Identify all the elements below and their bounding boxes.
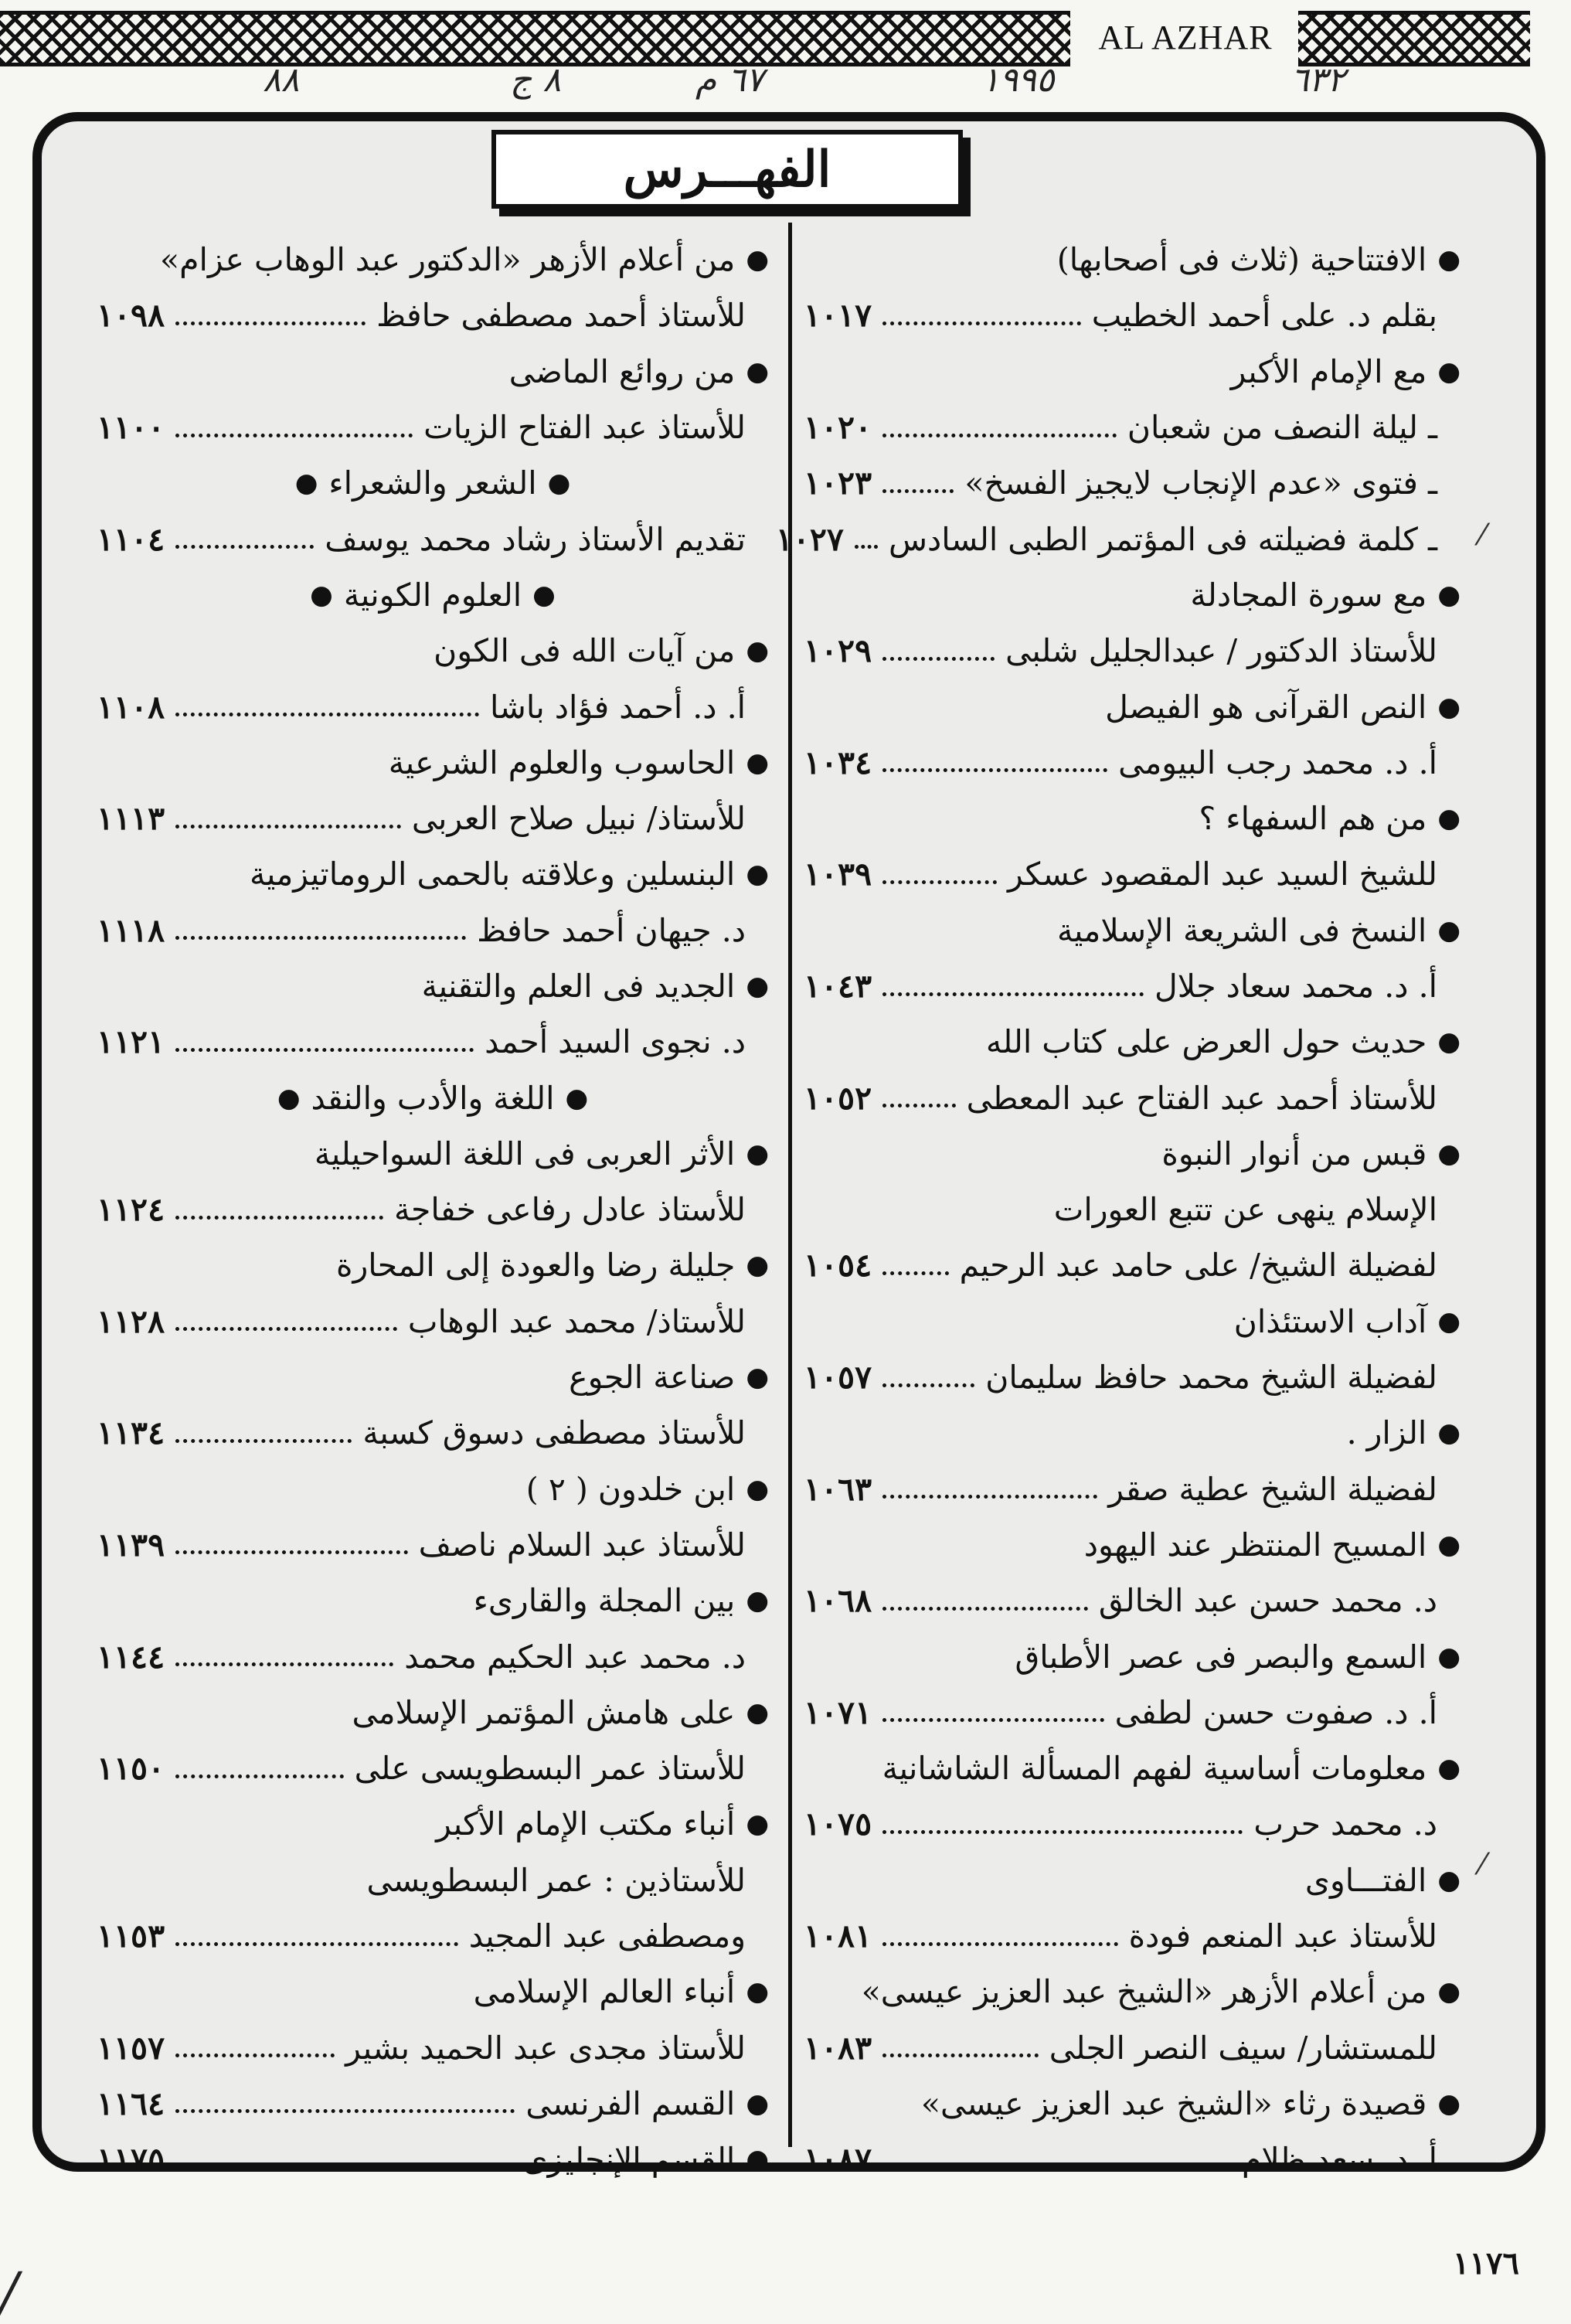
dot-leader — [882, 880, 997, 884]
toc-heading — [97, 623, 769, 679]
toc-heading — [804, 1628, 1460, 1684]
author-line: لفضيلة الشيخ/ على حامد عبد الرحيم — [959, 1247, 1437, 1284]
toc-entry — [97, 1908, 769, 1964]
dot-leader — [175, 322, 366, 325]
author-line: القسم الفرنسى — [525, 2084, 736, 2122]
margin-tick-mark: ⁄ — [1480, 1847, 1485, 1881]
bullet-icon: ● — [746, 859, 769, 890]
dot-leader — [882, 1607, 1088, 1611]
toc-heading — [97, 1685, 769, 1740]
bullet-icon: ● — [746, 2088, 769, 2119]
dot-leader — [175, 713, 479, 716]
author-line: ومصطفى عبد المجيد — [468, 1917, 746, 1955]
page-number: ١٠٥٢ — [804, 1079, 872, 1117]
author-line: بقلم د. على أحمد الخطيب — [1091, 297, 1437, 335]
toc-heading — [804, 903, 1460, 958]
dot-leader — [175, 1774, 344, 1778]
article-title: من هم السفهاء ؟ — [1199, 800, 1427, 838]
author-line: للأستاذ أحمد مصطفى حافظ — [376, 297, 746, 335]
author-line: للأستاذ مجدى عبد الحميد بشير — [345, 2029, 746, 2067]
author-line: ـ ليلة النصف من شعبان — [1127, 409, 1437, 447]
page-number: ١٠٦٣ — [804, 1470, 872, 1508]
page-number: ١٠٧١ — [804, 1693, 872, 1731]
bullet-icon: ● — [1437, 1976, 1460, 2008]
article-title: النسخ فى الشريعة الإسلامية — [1057, 911, 1427, 949]
bullet-icon: ● — [1437, 914, 1460, 946]
toc-heading — [97, 846, 769, 902]
page-number: ١٠٢٠ — [804, 409, 872, 447]
ornamental-border-right — [1298, 11, 1530, 66]
bullet-icon: ● — [1437, 1753, 1460, 1785]
bullet-icon: ● — [746, 1362, 769, 1393]
toc-heading — [804, 791, 1460, 846]
page-number: ١٠٣٩ — [804, 856, 872, 893]
page-number: ١١٤٤ — [97, 1638, 165, 1676]
article-title: قبس من أنوار النبوة — [1161, 1135, 1427, 1172]
dot-leader — [882, 1104, 956, 1108]
author-line: د. نجوى السيد أحمد — [485, 1023, 746, 1061]
page-number: ١٠٥٧ — [804, 1359, 872, 1397]
dot-leader — [175, 2053, 335, 2057]
section-title: اللغة والأدب والنقد — [311, 1079, 555, 1117]
dot-leader — [882, 489, 954, 493]
dot-leader — [882, 1271, 949, 1275]
author-line: أ. د. صفوت حسن لطفى — [1114, 1693, 1437, 1731]
handwritten-note: ٦٣٢ — [1290, 60, 1345, 100]
toc-heading — [804, 1964, 1460, 2019]
dot-leader — [882, 2053, 1039, 2057]
bullet-icon: ● — [294, 468, 318, 499]
bullet-icon: ● — [532, 579, 556, 611]
author-line: أ. د. سعد ظلام — [1242, 2141, 1437, 2179]
article-title: مع سورة المجادلة — [1190, 576, 1427, 614]
article-title: الزار . — [1346, 1414, 1427, 1452]
dot-leader — [882, 1495, 1097, 1499]
dot-leader — [175, 1327, 397, 1331]
bullet-icon: ● — [746, 971, 769, 1002]
author-line: للأستاذ الدكتور / عبدالجليل شلبى — [1005, 632, 1437, 670]
article-title: حديث حول العرض على كتاب الله — [985, 1023, 1427, 1061]
toc-entry_bullet — [97, 2076, 769, 2132]
toc-entry_bullet — [97, 2132, 769, 2187]
toc-entry — [804, 1908, 1460, 1964]
page-number: ١١٠٨ — [97, 688, 165, 726]
page-number: ١١٥٣ — [97, 1917, 165, 1955]
toc-heading — [97, 232, 769, 288]
bullet-icon: ● — [1437, 1138, 1460, 1169]
toc-heading — [97, 958, 769, 1014]
author-line: لفضيلة الشيخ عطية صقر — [1108, 1470, 1437, 1508]
article-title: ابن خلدون ( ٢ ) — [525, 1470, 736, 1508]
page-number: ١٠٤٣ — [804, 968, 872, 1005]
dot-leader — [882, 1718, 1104, 1722]
dot-leader — [882, 992, 1144, 996]
toc-entry — [97, 288, 769, 343]
bullet-icon: ● — [310, 579, 333, 611]
toc-heading — [97, 1461, 769, 1517]
toc-heading — [97, 1237, 769, 1293]
page-number: ١١١٨ — [97, 911, 165, 949]
bullet-icon: ● — [746, 1250, 769, 1281]
toc-plain — [804, 1182, 1460, 1237]
toc-entry — [804, 400, 1460, 455]
page-number: ١٠٣٤ — [804, 743, 872, 781]
dot-leader — [175, 1439, 352, 1443]
toc-entry — [804, 1349, 1460, 1405]
author-line: للأستاذين : عمر البسطويسى — [366, 1861, 746, 1899]
toc-heading — [804, 1294, 1460, 1349]
toc-entry — [97, 511, 769, 567]
author-line: للمستشار/ سيف النصر الجلى — [1049, 2029, 1437, 2067]
article-title: الحاسوب والعلوم الشرعية — [388, 743, 736, 781]
toc-entry — [97, 1517, 769, 1573]
article-title: من آيات الله فى الكون — [434, 632, 736, 670]
author-line: د. محمد حسن عبد الخالق — [1098, 1582, 1437, 1620]
dot-leader — [882, 434, 1117, 437]
page-number: ١٠٢٧ — [775, 520, 844, 558]
toc-entry — [804, 735, 1460, 791]
article-title: أنباء العالم الإسلامى — [473, 1973, 736, 2011]
bullet-icon: ● — [565, 1082, 589, 1114]
author-line: د. محمد عبد الحكيم محمد — [404, 1638, 746, 1676]
article-title: النص القرآنى هو الفيصل — [1105, 688, 1427, 726]
footer-page-number: ١١٧٦ — [1453, 2245, 1519, 2281]
dot-leader — [175, 434, 413, 437]
toc-plain — [97, 1853, 769, 1908]
dot-leader — [855, 545, 878, 549]
toc-entry — [804, 1070, 1460, 1125]
toc-entry — [804, 1461, 1460, 1517]
bullet-icon: ● — [746, 1473, 769, 1505]
toc-heading — [804, 344, 1460, 400]
article-title: الافتتاحية (ثلاث فى أصحابها) — [1056, 241, 1427, 279]
author-line: القسم الإنجليزى — [522, 2141, 736, 2179]
toc-entry — [804, 1573, 1460, 1628]
section-title: العلوم الكونية — [343, 576, 522, 614]
column-divider — [788, 223, 792, 2147]
author-line: للأستاذ/ محمد عبد الوهاب — [407, 1302, 746, 1340]
toc-heading — [97, 344, 769, 400]
bullet-icon: ● — [746, 1696, 769, 1728]
dot-leader — [175, 825, 401, 829]
article-title: صناعة الجوع — [569, 1359, 736, 1397]
bullet-icon: ● — [746, 747, 769, 778]
bullet-icon: ● — [746, 2144, 769, 2176]
bullet-icon: ● — [746, 1976, 769, 2008]
dot-leader — [175, 1942, 458, 1946]
toc-entry — [97, 400, 769, 455]
toc-entry — [97, 903, 769, 958]
article-title: البنسلين وعلاقته بالحمى الروماتيزمية — [249, 856, 736, 893]
dot-leader — [175, 2109, 515, 2113]
toc-heading — [804, 679, 1460, 734]
toc-entry — [97, 1628, 769, 1684]
handwritten-note: ٨ ج — [510, 60, 562, 100]
bullet-icon: ● — [1437, 2088, 1460, 2119]
author-line: أ. د. محمد رجب البيومى — [1118, 743, 1437, 781]
article-title: من أعلام الأزهر «الشيخ عبد العزيز عيسى» — [861, 1973, 1427, 2011]
author-line: تقديم الأستاذ رشاد محمد يوسف — [325, 520, 746, 558]
ornamental-border-left — [0, 11, 1070, 66]
toc-entry — [97, 1294, 769, 1349]
toc-entry — [97, 1182, 769, 1237]
author-line: لفضيلة الشيخ محمد حافظ سليمان — [985, 1359, 1437, 1397]
bullet-icon: ● — [1437, 1026, 1460, 1058]
author-line: الإسلام ينهى عن تتبع العورات — [1053, 1191, 1437, 1229]
article-title: الأثر العربى فى اللغة السواحيلية — [314, 1135, 736, 1172]
author-line: للأستاذ عمر البسطويسى على — [354, 1750, 746, 1788]
dot-leader — [175, 936, 466, 940]
article-title: الجديد فى العلم والتقنية — [421, 968, 736, 1005]
toc-heading — [804, 567, 1460, 623]
bullet-icon: ● — [1437, 244, 1460, 276]
bullet-icon: ● — [746, 1809, 769, 1840]
toc-heading — [804, 1740, 1460, 1796]
author-line: للأستاذ عادل رفاعى خفاجة — [394, 1191, 746, 1229]
dot-leader — [882, 2166, 1231, 2169]
article-title: السمع والبصر فى عصر الأطباق — [1015, 1638, 1427, 1676]
toc-entry — [804, 1685, 1460, 1740]
toc-entry — [97, 1405, 769, 1461]
author-line: للأستاذ عبد السلام ناصف — [418, 1526, 746, 1564]
toc-entry — [775, 511, 1460, 567]
toc-heading — [804, 1517, 1460, 1573]
dot-leader — [882, 1830, 1243, 1834]
toc-heading — [804, 1126, 1460, 1182]
author-line: ـ كلمة فضيلته فى المؤتمر الطبى السادس — [888, 520, 1437, 558]
article-title: على هامش المؤتمر الإسلامى — [352, 1693, 736, 1731]
page-number: ١٠١٧ — [804, 297, 872, 335]
toc-entry — [97, 791, 769, 846]
handwritten-note: ١٩٩٥ — [981, 60, 1055, 100]
toc-entry — [804, 1237, 1460, 1293]
toc-heading — [97, 1573, 769, 1628]
article-title: من أعلام الأزهر «الدكتور عبد الوهاب عزام» — [160, 241, 736, 279]
author-line: أ. د. أحمد فؤاد باشا — [490, 688, 746, 726]
bullet-icon: ● — [746, 1585, 769, 1617]
bullet-icon: ● — [1437, 1305, 1460, 1337]
page-number: ١١٠٠ — [97, 409, 165, 447]
toc-entry — [804, 455, 1460, 511]
page-number: ١١٧٥ — [97, 2141, 165, 2179]
toc-entry — [804, 958, 1460, 1014]
page-number: ١٠٩٨ — [97, 297, 165, 335]
toc-heading — [804, 1014, 1460, 1070]
dot-leader — [882, 768, 1107, 772]
toc-entry — [804, 846, 1460, 902]
bullet-icon: ● — [746, 635, 769, 667]
article-title: بين المجلة والقارىء — [473, 1582, 736, 1620]
toc-section — [97, 1070, 769, 1125]
page-number: ١٠٢٩ — [804, 632, 872, 670]
page-number: ١١٢٨ — [97, 1302, 165, 1340]
page-number: ١١٦٤ — [97, 2084, 165, 2122]
handwritten-note: ٨٨ — [263, 60, 300, 100]
toc-entry — [804, 2132, 1460, 2187]
handwritten-note: ٦٧ م — [695, 60, 764, 100]
author-line: للأستاذ عبد المنعم فودة — [1128, 1917, 1437, 1955]
handwritten-scribble: / — [0, 2261, 19, 2324]
article-title: أنباء مكتب الإمام الأكبر — [436, 1805, 736, 1843]
author-line: للأستاذ عبد الفتاح الزيات — [423, 409, 746, 447]
dot-leader — [175, 1662, 393, 1666]
toc-entry — [804, 623, 1460, 679]
bullet-icon: ● — [547, 468, 571, 499]
article-title: الفتـــاوى — [1304, 1861, 1427, 1899]
bullet-icon: ● — [1437, 356, 1460, 387]
article-title: قصيدة رثاء «الشيخ عبد العزيز عيسى» — [920, 2084, 1427, 2122]
magazine-name: AL AZHAR — [1098, 18, 1273, 56]
author-line: للأستاذ/ نبيل صلاح العربى — [411, 800, 746, 838]
bullet-icon: ● — [1437, 691, 1460, 723]
article-title: جليلة رضا والعودة إلى المحارة — [335, 1247, 736, 1284]
dot-leader — [175, 545, 314, 549]
author-line: للأستاذ مصطفى دسوق كسبة — [362, 1414, 746, 1452]
dot-leader — [175, 1216, 383, 1220]
toc-heading — [804, 232, 1460, 288]
toc-entry — [97, 2020, 769, 2076]
bullet-icon: ● — [746, 356, 769, 387]
toc-entry — [804, 2020, 1460, 2076]
dot-leader — [882, 322, 1081, 325]
author-line: أ. د. محمد سعاد جلال — [1154, 968, 1437, 1005]
bullet-icon: ● — [746, 244, 769, 276]
author-line: د. محمد حرب — [1253, 1805, 1437, 1843]
dot-leader — [175, 1048, 474, 1052]
author-line: ـ فتوى «عدم الإنجاب لايجيز الفسخ» — [964, 464, 1437, 502]
page-number: ١١٠٤ — [97, 520, 165, 558]
toc-heading — [97, 1964, 769, 2019]
page-number: ١٠٨٧ — [804, 2141, 872, 2179]
author-line: د. جيهان أحمد حافظ — [477, 911, 746, 949]
page-number: ١١٣٤ — [97, 1414, 165, 1452]
toc-entry — [97, 1014, 769, 1070]
margin-tick-mark: ⁄ — [1480, 518, 1485, 552]
page-number: ١٠٥٤ — [804, 1247, 872, 1284]
toc-entry — [804, 288, 1460, 343]
toc-heading — [804, 1405, 1460, 1461]
page-number: ١١١٣ — [97, 800, 165, 838]
toc-section — [97, 455, 769, 511]
article-title: آداب الاستئذان — [1233, 1302, 1427, 1340]
page-number: ١٠٨٣ — [804, 2029, 872, 2067]
bullet-icon: ● — [1437, 579, 1460, 611]
bullet-icon: ● — [1437, 1529, 1460, 1560]
toc-entry — [97, 679, 769, 734]
page-number: ١١٣٩ — [97, 1526, 165, 1564]
left-column — [97, 232, 769, 2187]
page-number: ١١٢١ — [97, 1023, 165, 1061]
bullet-icon: ● — [277, 1082, 301, 1114]
toc-heading — [97, 735, 769, 791]
toc-section — [97, 567, 769, 623]
bullet-icon: ● — [1437, 803, 1460, 835]
toc-entry — [804, 1796, 1460, 1852]
article-title: من روائع الماضى — [508, 352, 736, 390]
page-title: الفهـــرس — [491, 130, 963, 209]
article-title: المسيح المنتظر عند اليهود — [1083, 1526, 1427, 1564]
article-title: معلومات أساسية لفهم المسألة الشاشانية — [882, 1750, 1427, 1788]
dot-leader — [882, 1942, 1117, 1946]
page-number: ١١٢٤ — [97, 1191, 165, 1229]
toc-heading — [97, 1349, 769, 1405]
section-title: الشعر والشعراء — [328, 464, 537, 502]
bullet-icon: ● — [1437, 1864, 1460, 1896]
toc-heading — [804, 1853, 1460, 1908]
toc-heading — [97, 1796, 769, 1852]
page-number: ١٠٦٨ — [804, 1582, 872, 1620]
toc-entry — [97, 1740, 769, 1796]
author-line: للأستاذ أحمد عبد الفتاح عبد المعطى — [966, 1079, 1437, 1117]
author-line: للشيخ السيد عبد المقصود عسكر — [1008, 856, 1437, 893]
bullet-icon: ● — [1437, 1417, 1460, 1449]
page-number: ١٠٧٥ — [804, 1805, 872, 1843]
toc-heading — [804, 2076, 1460, 2132]
right-column — [775, 232, 1460, 2187]
page-number: ١٠٨١ — [804, 1917, 872, 1955]
dot-leader — [882, 1383, 974, 1387]
page-number: ١١٥٧ — [97, 2029, 165, 2067]
dot-leader — [175, 1550, 408, 1554]
article-title: مع الإمام الأكبر — [1230, 352, 1427, 390]
toc-heading — [97, 1126, 769, 1182]
bullet-icon: ● — [746, 1138, 769, 1169]
dot-leader — [882, 657, 995, 661]
dot-leader — [175, 2166, 512, 2169]
page-number: ١١٥٠ — [97, 1750, 165, 1788]
bullet-icon: ● — [1437, 1641, 1460, 1672]
page-number: ١٠٢٣ — [804, 464, 872, 502]
